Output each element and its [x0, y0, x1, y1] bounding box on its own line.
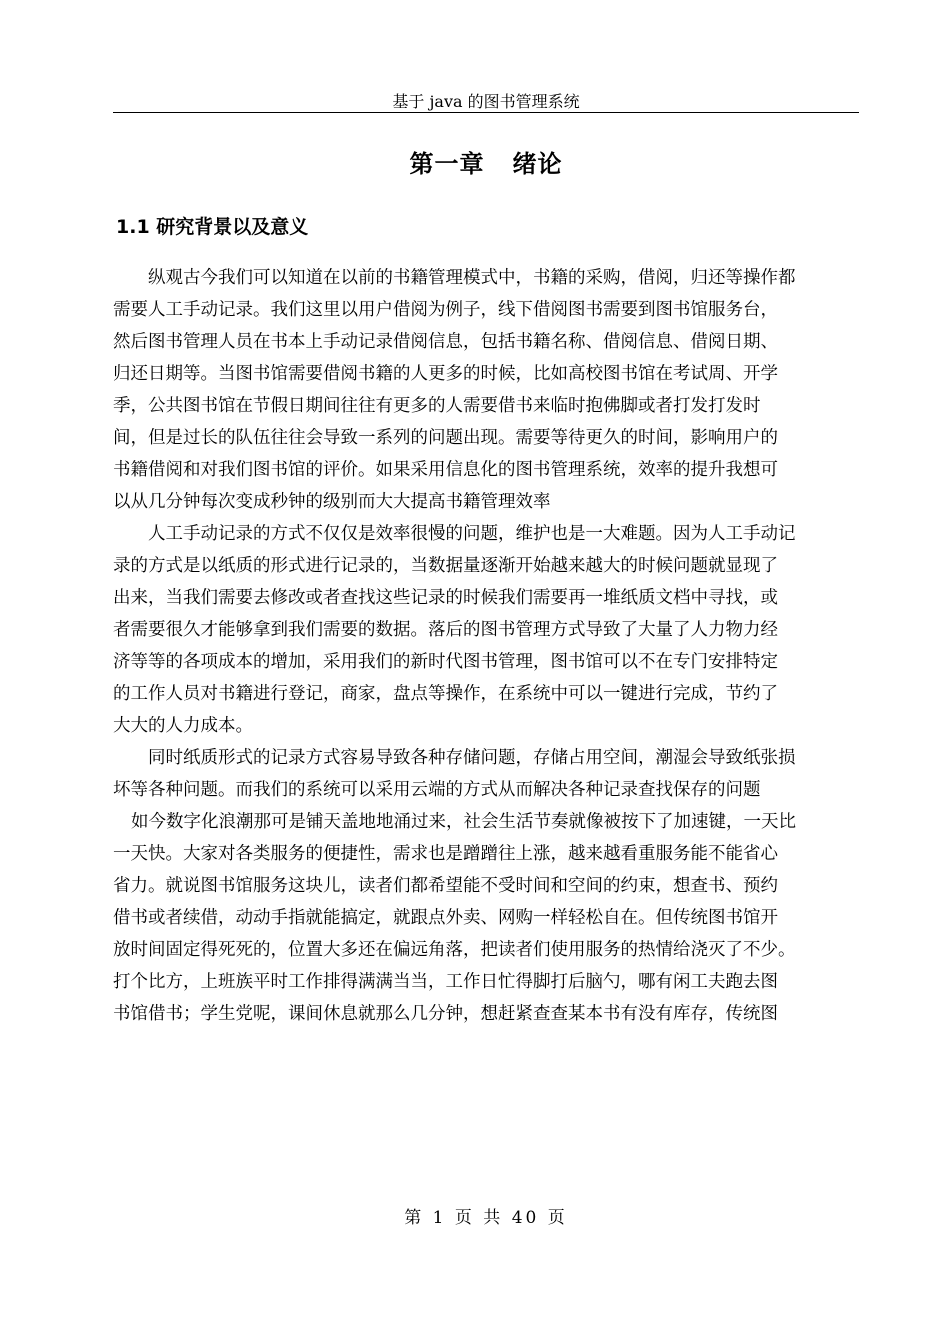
- running-header: 基于 java 的图书管理系统: [392, 92, 580, 111]
- paragraph-line: 济等等的各项成本的增加，采用我们的新时代图书管理，图书馆可以不在专门安排特定: [113, 652, 778, 672]
- paragraph-line: 大大的人力成本。: [113, 716, 253, 736]
- chapter-title: 第一章 绪论: [409, 150, 563, 178]
- paragraph-line: 的工作人员对书籍进行登记，商家，盘点等操作，在系统中可以一键进行完成，节约了: [113, 684, 778, 704]
- paragraph-line: 归还日期等。当图书馆需要借阅书籍的人更多的时候，比如高校图书馆在考试周、开学: [113, 364, 778, 384]
- paragraph-line: 借书或者续借，动动手指就能搞定，就跟点外卖、网购一样轻松自在。但传统图书馆开: [113, 908, 778, 928]
- paragraph-line: 然后图书管理人员在书本上手动记录借阅信息，包括书籍名称、借阅信息、借阅日期、: [113, 332, 778, 352]
- header-divider: [113, 112, 859, 113]
- body-text: [113, 262, 861, 1030]
- paragraph-line: 放时间固定得死死的，位置大多还在偏远角落，把读者们使用服务的热情给浇灭了不少。: [113, 940, 796, 960]
- paragraph-line: 人工手动记录的方式不仅仅是效率很慢的问题，维护也是一大难题。因为人工手动记: [148, 524, 796, 544]
- paragraph-line: 书籍借阅和对我们图书馆的评价。如果采用信息化的图书管理系统，效率的提升我想可: [113, 460, 778, 480]
- paragraph-line: 省力。就说图书馆服务这块儿，读者们都希望能不受时间和空间的约束，想查书、预约: [113, 876, 778, 896]
- page-number: 第 1 页 共 40 页: [404, 1208, 568, 1228]
- paragraph-line: 坏等各种问题。而我们的系统可以采用云端的方式从而解决各种记录查找保存的问题: [113, 780, 761, 800]
- paragraph-line: 录的方式是以纸质的形式进行记录的，当数据量逐渐开始越来越大的时候问题就显现了: [113, 556, 778, 576]
- paragraph-line: 打个比方，上班族平时工作排得满满当当，工作日忙得脚打后脑勺，哪有闲工夫跑去图: [113, 972, 778, 992]
- paragraph-line: 出来，当我们需要去修改或者查找这些记录的时候我们需要再一堆纸质文档中寻找，或: [113, 588, 778, 608]
- paragraph-line: 一天快。大家对各类服务的便捷性，需求也是蹭蹭往上涨，越来越看重服务能不能省心: [113, 844, 778, 864]
- paragraph-line: 书馆借书；学生党呢，课间休息就那么几分钟，想赶紧查查某本书有没有库存，传统图: [113, 1004, 778, 1024]
- paragraph-line: 纵观古今我们可以知道在以前的书籍管理模式中，书籍的采购，借阅，归还等操作都: [148, 268, 796, 288]
- paragraph-line: 者需要很久才能够拿到我们需要的数据。落后的图书管理方式导致了大量了人力物力经: [113, 620, 778, 640]
- paragraph-line: 如今数字化浪潮那可是铺天盖地地涌过来，社会生活节奏就像被按下了加速键，一天比: [131, 812, 796, 832]
- paragraph-line: 季，公共图书馆在节假日期间往往有更多的人需要借书来临时抱佛脚或者打发打发时: [113, 396, 761, 416]
- paragraph-line: 以从几分钟每次变成秒钟的级别而大大提高书籍管理效率: [113, 492, 551, 512]
- section-heading: 1.1 研究背景以及意义: [116, 216, 309, 238]
- paragraph-line: 同时纸质形式的记录方式容易导致各种存储问题，存储占用空间，潮湿会导致纸张损: [148, 748, 796, 768]
- paragraph-line: 间，但是过长的队伍往往会导致一系列的问题出现。需要等待更久的时间，影响用户的: [113, 428, 778, 448]
- paragraph-line: 需要人工手动记录。我们这里以用户借阅为例子，线下借阅图书需要到图书馆服务台，: [113, 300, 778, 320]
